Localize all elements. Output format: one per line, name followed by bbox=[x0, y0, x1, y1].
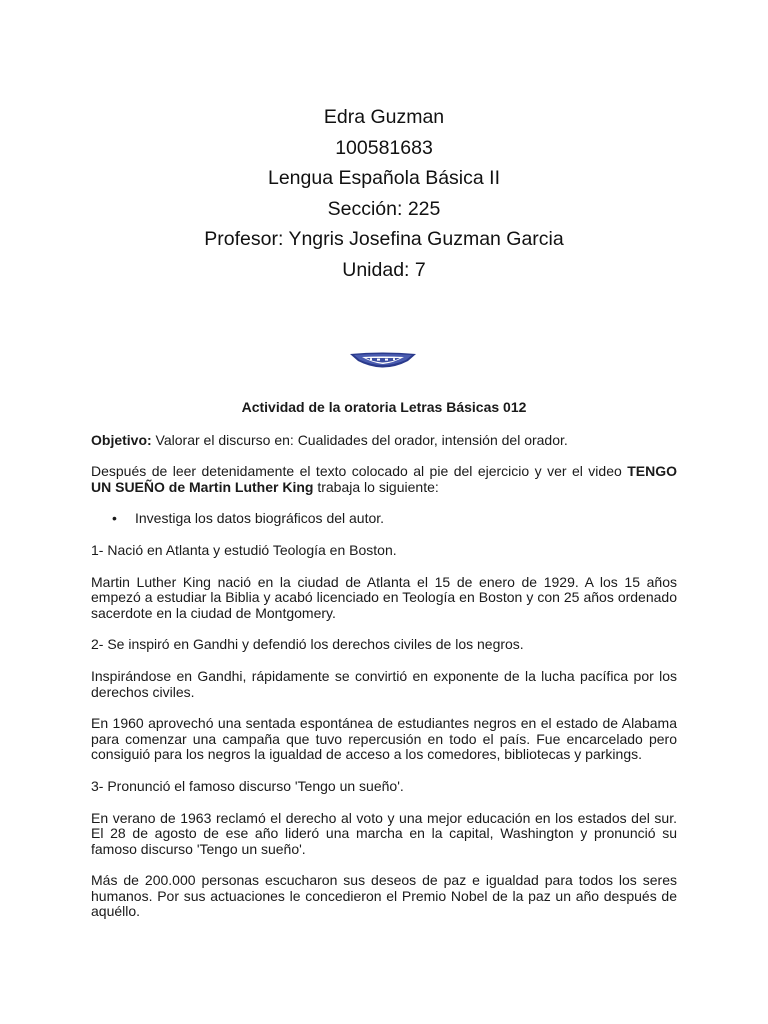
course-name: Lengua Española Básica II bbox=[267, 167, 500, 189]
objective-paragraph bbox=[91, 433, 677, 449]
intro-end: trabaja lo siguiente: bbox=[313, 478, 439, 495]
document-body bbox=[91, 400, 677, 936]
bullet-dot-icon: • bbox=[112, 510, 117, 527]
section-1-text: Martin Luther King nació en la ciudad de Atlanta el 15 de enero de 1929. A los 15 años empezó a estudiar la Biblia y acabó licenciado en Teología en Boston y con 25 años ordenado sacerdote en la ciudad de Montgomery. bbox=[91, 573, 677, 621]
objective-label: Objetivo: bbox=[91, 431, 152, 448]
activity-title: Actividad de la oratoria Letras Básicas 012 bbox=[241, 399, 527, 415]
section-3-text-1: En verano de 1963 reclamó el derecho al voto y una mejor educación en los estados del sur. El 28 de agosto de ese año lideró una marcha en la capital, Washington y pronunció su famoso discurso 'Tengo un sueño'. bbox=[91, 809, 677, 857]
video-title: TENGO UN SUEÑO de Martin Luther King bbox=[91, 463, 677, 495]
cover-header bbox=[0, 102, 768, 285]
unit-line: Unidad: 7 bbox=[342, 258, 426, 281]
student-id: 100581683 bbox=[335, 136, 433, 159]
section-2-text-2: En 1960 aprovechó una sentada espontánea de estudiantes negros en el estado de Alabama para comenzar una campaña que tuvo repercusión en todo el país. Fue encarcelado pero consiguió para los negros la igualdad de acceso a los comedores, bibliotecas y parkings. bbox=[91, 715, 677, 763]
section-2-heading: 2- Se inspiró en Gandhi y defendió los derechos civiles de los negros. bbox=[91, 636, 524, 653]
section-1-heading: 1- Nació en Atlanta y estudió Teología en Boston. bbox=[91, 541, 397, 558]
intro-paragraph bbox=[91, 464, 677, 495]
bullet-text: Investiga los datos biográficos del autor. bbox=[135, 510, 385, 527]
section-3-text-2: Más de 200.000 personas escucharon sus deseos de paz e igualdad para todos los seres humanos. Por sus actuaciones le concedieron el Premio Nobel de la paz un año después de aquéllo. bbox=[91, 872, 677, 920]
university-seal-icon bbox=[348, 352, 418, 370]
section-line: Sección: 225 bbox=[327, 197, 441, 220]
section-3-heading: 3- Pronunció el famoso discurso 'Tengo un sueño'. bbox=[91, 777, 404, 794]
section-2-text-1: Inspirándose en Gandhi, rápidamente se convirtió en exponente de la lucha pacífica por los derechos civiles. bbox=[91, 667, 677, 700]
professor-line: Profesor: Yngris Josefina Guzman Garcia bbox=[204, 228, 564, 250]
objective-text: Valorar el discurso en: Cualidades del orador, intensión del orador. bbox=[151, 431, 568, 448]
intro-text: Después de leer detenidamente el texto colocado al pie del ejercicio y ver el video bbox=[91, 463, 628, 480]
bullet-item bbox=[91, 511, 677, 527]
student-name: Edra Guzman bbox=[323, 106, 445, 128]
